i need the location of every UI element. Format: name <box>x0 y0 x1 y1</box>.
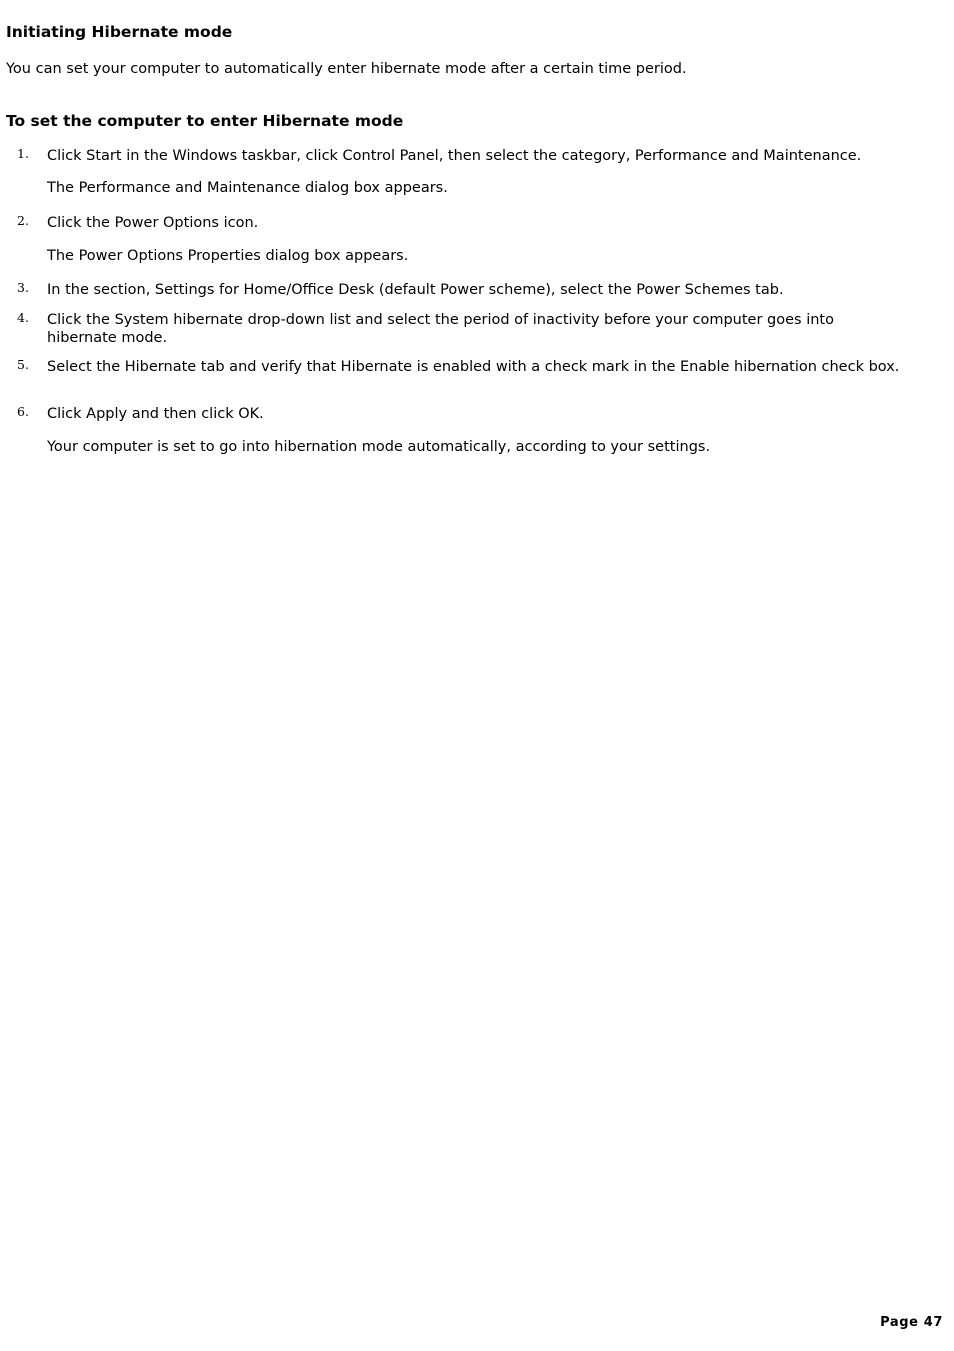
step-number: 4. <box>17 310 29 325</box>
section-subheading: To set the computer to enter Hibernate mode <box>6 112 404 130</box>
step-text: Click Start in the Windows taskbar, click Control Panel, then select the category, Performance and Maintenance. <box>47 148 862 164</box>
step-text: In the section, Settings for Home/Office Desk (default Power scheme), select the Power Schemes tab. <box>47 282 784 298</box>
page-heading: Initiating Hibernate mode <box>6 23 233 41</box>
step-text: Click the System hibernate drop-down list and select the period of inactivity before your computer goes into hibernate mode. <box>47 312 834 346</box>
step-note: The Performance and Maintenance dialog box appears. <box>47 180 448 196</box>
intro-paragraph: You can set your computer to automatically enter hibernate mode after a certain time period. <box>6 61 687 77</box>
page-number: Page 47 <box>880 1315 943 1330</box>
step-number: 2. <box>17 213 29 228</box>
step-note: Your computer is set to go into hibernation mode automatically, according to your settings. <box>47 439 711 455</box>
step-text: Select the Hibernate tab and verify that Hibernate is enabled with a check mark in the Enable hibernation check box. <box>47 359 900 375</box>
step-number: 5. <box>17 357 29 372</box>
step-text: Click the Power Options icon. <box>47 215 259 231</box>
step-text: Click Apply and then click OK. <box>47 406 264 422</box>
step-number: 1. <box>17 146 29 161</box>
step-number: 6. <box>17 404 29 419</box>
step-note: The Power Options Properties dialog box appears. <box>47 248 409 264</box>
step-number: 3. <box>17 280 29 295</box>
